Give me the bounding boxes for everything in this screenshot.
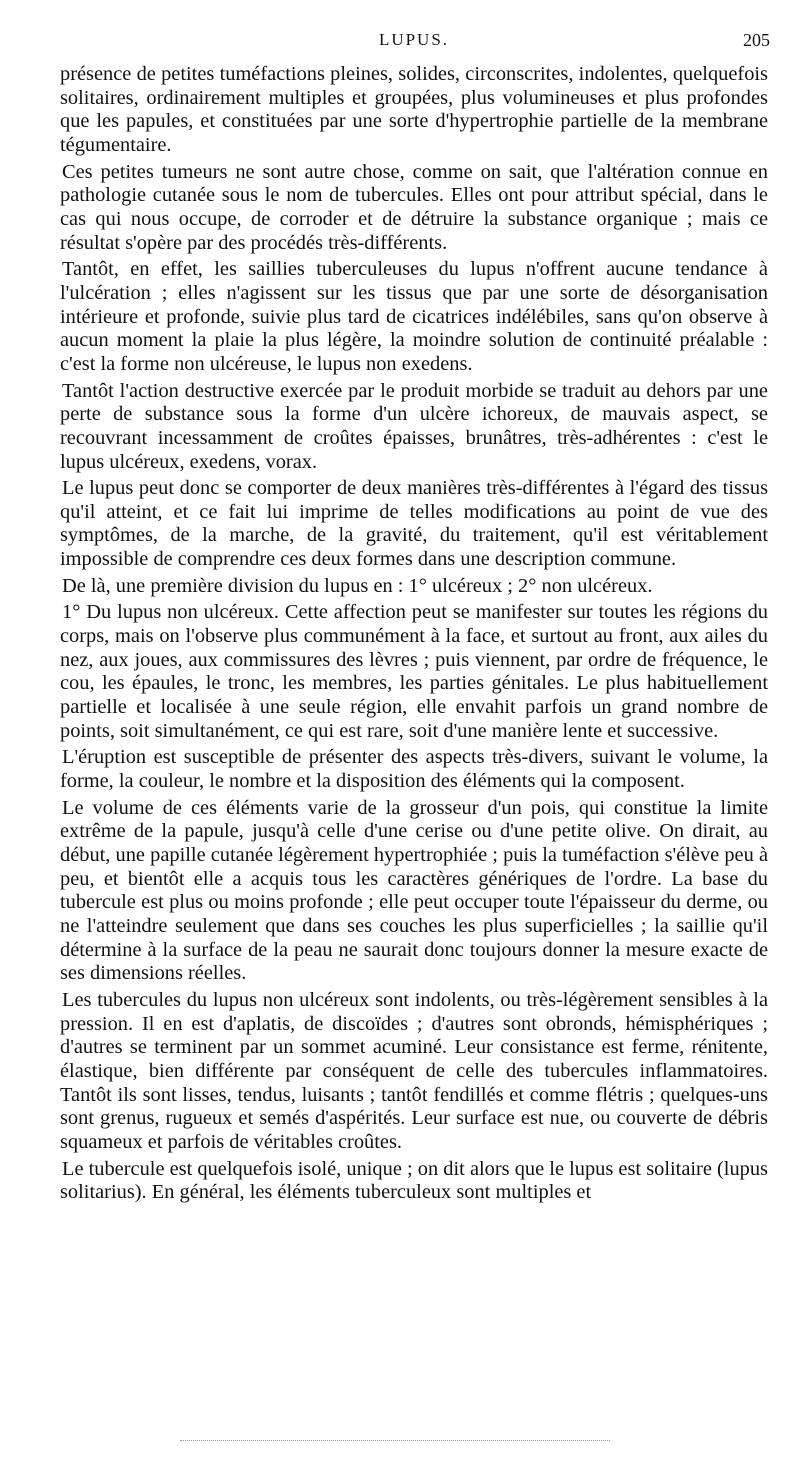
paragraph-tubercules: Ces petites tumeurs ne sont autre chose, comme on sait, que l'altération connue en pathologie cutanée sous le nom de tubercules. Elles ont pour attribut spécial, dans le cas qui nous occupe, de corroder et de détruire la substance organique ; mais ce résultat s'opère par des procédés très-différents. — [60, 160, 768, 254]
running-header — [58, 30, 770, 54]
footer-rule — [180, 1440, 610, 1441]
paragraph-solitaire: Le tubercule est quelquefois isolé, unique ; on dit alors que le lupus est solitaire (lupus solitarius). En général, les éléments tuberculeux sont multiples et — [60, 1157, 768, 1204]
paragraph-non-exedens: Tantôt, en effet, les saillies tuberculeuses du lupus n'offrent aucune tendance à l'ulcération ; elles n'agissent sur les tissus que par une sorte de désorganisation intérieure et profonde, suivie plus tard de cicatrices indélébiles, sans qu'on observe à aucun moment la plaie la plus légère, la moindre solution de continuité préalable : c'est la forme non ulcéreuse, le lupus non exedens. — [60, 258, 768, 375]
paragraph-volume: Le volume de ces éléments varie de la grosseur d'un pois, qui constitue la limite extrême de la papule, jusqu'à celle d'une cerise ou d'une petite olive. On dirait, au début, une papille cutanée légèrement hypertrophiée ; puis la tuméfaction s'élève peu à peu, et bientôt elle a acquis tous les caractères génériques de l'ordre. La base du tubercule est plus ou moins profonde ; elle peut occuper toute l'épaisseur du derme, ou ne l'atteindre seulement que dans ses couches les plus superficielles ; la saillie qu'il détermine à la surface de la peau ne saurait donc toujours donner la mesure exacte de ses dimensions réelles. — [60, 796, 768, 985]
paragraph-continuation: présence de petites tuméfactions pleines, solides, circonscrites, indolentes, quelquefois solitaires, ordinairement multiples et groupées, plus volumineuses et plus profondes que les papules, et constituées par une sorte d'hypertrophie partielle de la membrane tégumentaire. — [60, 63, 768, 156]
running-title: LUPUS. — [378, 30, 450, 49]
paragraph-lupus-non-ulcereux: 1° Du lupus non ulcéreux. Cette affection peut se manifester sur toutes les régions du corps, mais on l'observe plus communément à la face, et surtout au front, aux ailes du nez, aux joues, aux commissures des lèvres ; puis viennent, par ordre de fréquence, le cou, les épaules, le tronc, les membres, les parties génitales. Le plus habituellement partielle et localisée à une seule région, elle envahit parfois un grand nombre de points, soit simultanément, ce qui est rare, soit d'une manière lente et successive. — [60, 601, 768, 742]
paragraph-division: De là, une première division du lupus en : 1° ulcéreux ; 2° non ulcéreux. — [62, 574, 653, 597]
paragraph-eruption: L'éruption est susceptible de présenter des aspects très-divers, suivant le volume, la forme, la couleur, le nombre et la disposition des éléments qui la composent. — [60, 746, 768, 793]
body-text — [60, 63, 768, 1208]
page-number: 205 — [743, 30, 770, 50]
paragraph-exedens: Tantôt l'action destructive exercée par le produit morbide se traduit au dehors par une perte de substance sous la forme d'un ulcère ichoreux, de mauvais aspect, se recouvrant incessamment de croûtes épaisses, brunâtres, très-adhérentes : c'est le lupus ulcéreux, exedens, vorax. — [60, 379, 768, 473]
paragraph-tubercules-indolents: Les tubercules du lupus non ulcéreux sont indolents, ou très-légèrement sensibles à la pression. Il en est d'aplatis, de discoïdes ; d'autres sont obronds, hémisphériques ; d'autres se terminent par un sommet acuminé. Leur consistance est ferme, rénitente, élastique, bien différente par conséquent de celle des tubercules inflammatoires. Tantôt ils sont lisses, tendus, luisants ; tantôt fendillés et comme flétris ; quelques-uns sont grenus, rugueux et semés d'aspérités. Leur surface est nue, ou couverte de débris squameux et parfois de véritables croûtes. — [60, 988, 768, 1153]
paragraph-two-forms: Le lupus peut donc se comporter de deux manières très-différentes à l'égard des tissus qu'il atteint, et ce fait lui imprime de telles modifications au point de vue des symptômes, de la marche, de la gravité, du traitement, qu'il est véritablement impossible de comprendre ces deux formes dans une description commune. — [60, 477, 768, 571]
